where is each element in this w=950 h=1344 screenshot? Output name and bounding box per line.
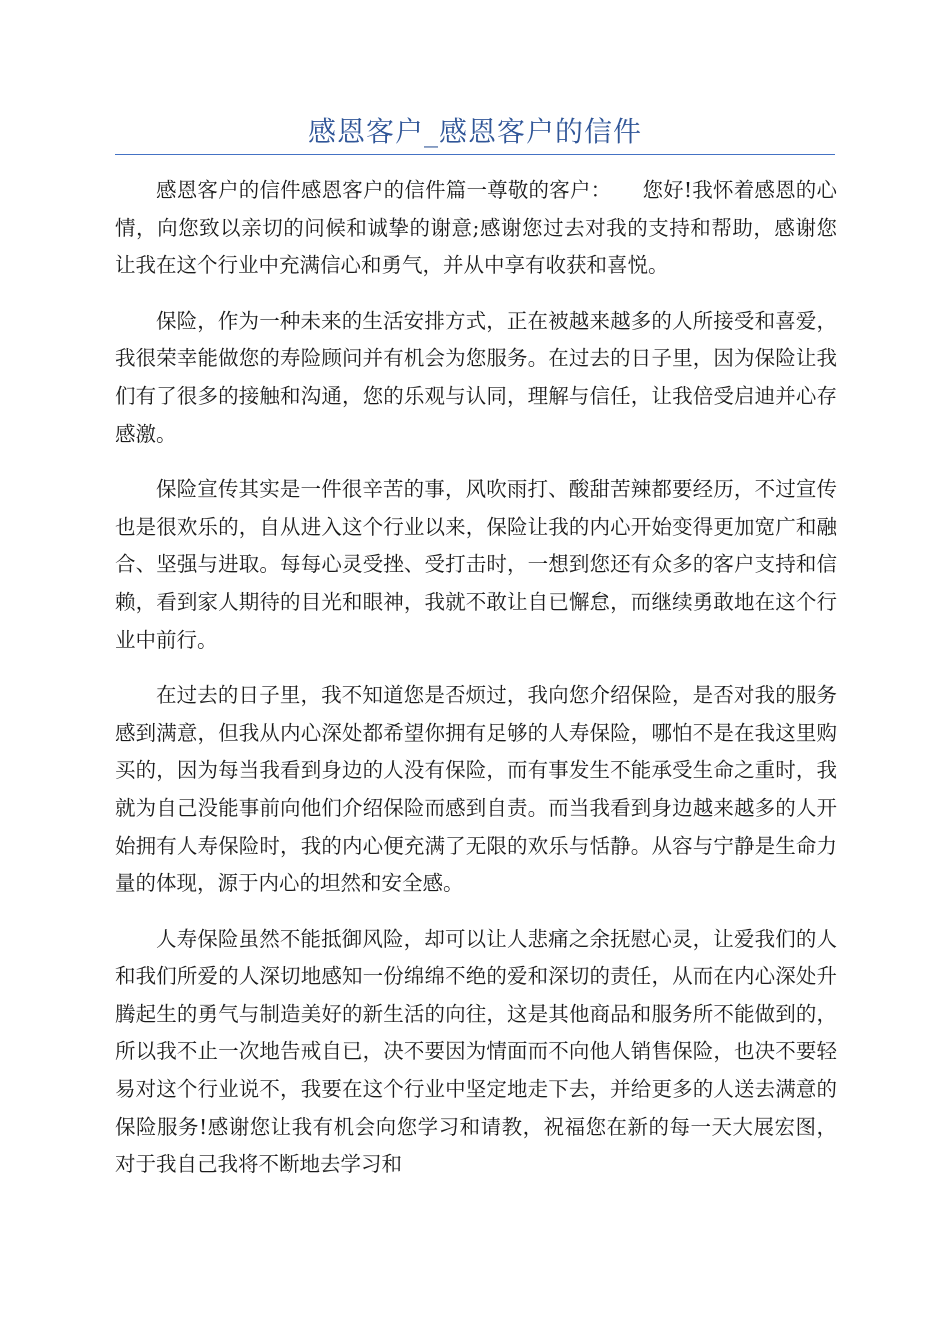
body-paragraph-3: 保险宣传其实是一件很辛苦的事，风吹雨打、酸甜苦辣都要经历，不过宣传也是很欢乐的，自从进入这个行业以来，保险让我的内心开始变得更加宽广和融合、坚强与进取。每每心灵受挫、受打击时，一想到您还有众多的客户支持和信赖，看到家人期待的目光和眼神，我就不敢让自已懈怠，而继续勇敢地在这个行业中前行。: [115, 477, 837, 652]
document-title: 感恩客户_感恩客户的信件: [307, 115, 642, 148]
body-paragraph-4: 在过去的日子里，我不知道您是否烦过，我向您介绍保险，是否对我的服务感到满意，但我从内心深处都希望你拥有足够的人寿保险，哪怕不是在我这里购买的，因为每当我看到身边的人没有保险，而有事发生不能承受生命之重时，我就为自己没能事前向他们介绍保险而感到自责。而当我看到身边越来越多的人开始拥有人寿保险时，我的内心便充满了无限的欢乐与恬静。从容与宁静是生命力量的体现，源于内心的坦然和安全感。: [115, 683, 837, 896]
title-underline: [115, 154, 835, 155]
body-paragraph-5: 人寿保险虽然不能抵御风险，却可以让人悲痛之余抚慰心灵，让爱我们的人和我们所爱的人深切地感知一份绵绵不绝的爱和深切的责任，从而在内心深处升腾起生的勇气与制造美好的新生活的向往，这是其他商品和服务所不能做到的，所以我不止一次地告戒自已，决不要因为情面而不向他人销售保险，也决不要轻易对这个行业说不，我要在这个行业中坚定地走下去，并给更多的人送去满意的保险服务!感谢您让我有机会向您学习和请教，祝福您在新的每一天大展宏图，对于我自己我将不断地去学习和: [115, 926, 837, 1177]
document-body: [115, 172, 837, 1202]
body-paragraph-1: 感恩客户的信件感恩客户的信件篇一尊敬的客户： 您好!我怀着感恩的心情，向您致以亲切的问候和诚挚的谢意;感谢您过去对我的支持和帮助，感谢您让我在这个行业中充满信心和勇气，并从中享有收获和喜悦。: [115, 178, 837, 278]
body-paragraph-2: 保险，作为一种未来的生活安排方式，正在被越来越多的人所接受和喜爱，我很荣幸能做您的寿险顾问并有机会为您服务。在过去的日子里，因为保险让我们有了很多的接触和沟通，您的乐观与认同，理解与信任，让我倍受启迪并心存感激。: [115, 308, 837, 446]
